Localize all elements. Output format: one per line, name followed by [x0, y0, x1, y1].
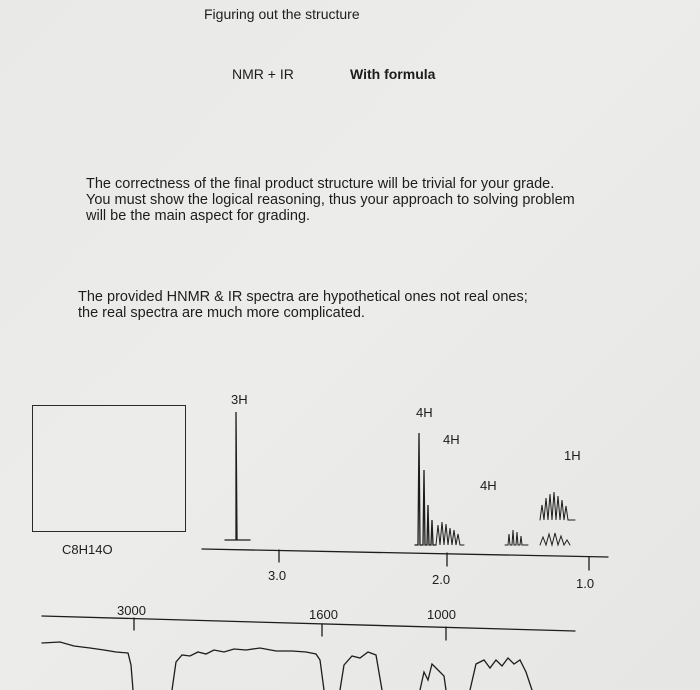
paragraph-line: will be the main aspect for grading.	[86, 208, 311, 224]
paragraph-line: The correctness of the final product structure will be trivial for your grade.	[86, 176, 555, 192]
ir-axis-tick-label: 1000	[427, 607, 456, 622]
nmr-axis-tick-label: 1.0	[576, 576, 595, 591]
nmr-axis-tick-label: 3.0	[268, 568, 287, 583]
nmr-peak-4h-small	[505, 530, 528, 545]
molecular-formula: C8H14O	[62, 542, 113, 557]
paragraph-line: You must show the logical reasoning, thus your approach to solving problem	[86, 192, 575, 208]
paragraph-line: The provided HNMR & IR spectra are hypothetical ones not real ones;	[78, 289, 528, 305]
ir-trace-segment	[420, 664, 446, 690]
nmr-peak-label: 4H	[443, 432, 460, 447]
ir-trace-segment	[340, 652, 382, 690]
nmr-peak-3h	[225, 412, 250, 540]
ir-trace-segment	[42, 642, 133, 690]
nmr-peak-label: 4H	[480, 478, 497, 493]
nmr-peak-label: 1H	[564, 448, 581, 463]
ir-axis-tick-label: 1600	[309, 607, 338, 622]
nmr-ir-label: NMR + IR	[232, 66, 294, 82]
page-title: Figuring out the structure	[204, 6, 360, 22]
ir-trace-segment	[470, 658, 532, 690]
ir-axis-tick-label: 3000	[117, 603, 146, 618]
ir-axis-line	[42, 616, 575, 631]
nmr-peak-label: 3H	[231, 392, 248, 407]
nmr-axis-line	[202, 549, 608, 557]
nmr-peak-label: 4H	[416, 405, 433, 420]
with-formula-label: With formula	[350, 66, 436, 82]
nmr-peak-1h	[540, 492, 575, 520]
ir-trace-segment	[172, 648, 324, 690]
nmr-peak-4h-tall	[415, 433, 436, 545]
nmr-axis-tick-label: 2.0	[432, 572, 451, 587]
nmr-peak-4h	[436, 522, 464, 545]
paragraph-line: the real spectra are much more complicated.	[78, 305, 365, 321]
nmr-peak-1h-lower	[540, 533, 570, 545]
